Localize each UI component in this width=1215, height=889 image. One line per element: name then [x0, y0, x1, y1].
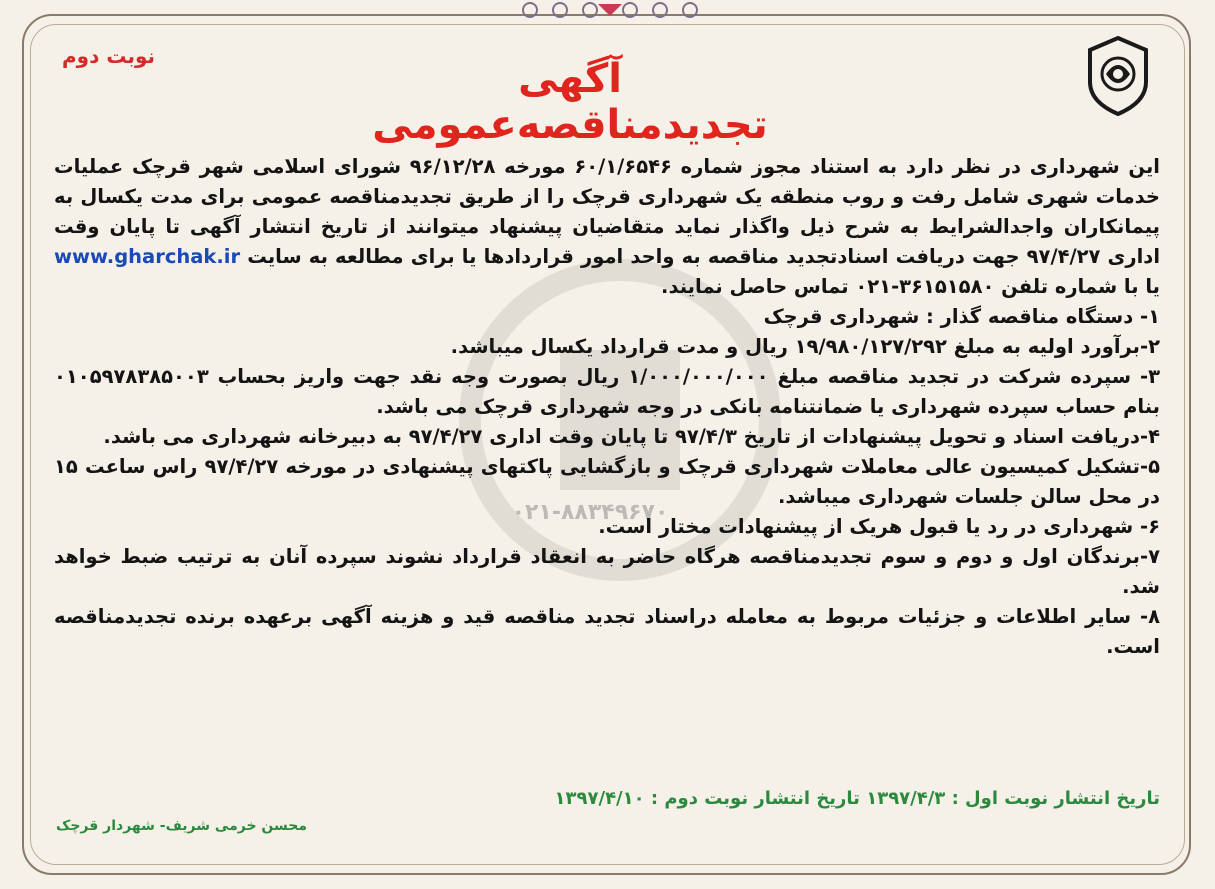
item-7: ۷-برندگان اول و دوم و سوم تجدیدمناقصه هرگاه حاضر به انعقاد قرارداد نشوند سپرده آنان به ترتیب ضبط خواهد شد.	[54, 545, 1160, 598]
item-4: ۴-دریافت اسناد و تحویل پیشنهادات از تاریخ ۹۷/۴/۳ تا پایان وقت اداری ۹۷/۴/۲۷ به دبیرخانه شهرداری می باشد.	[103, 425, 1160, 448]
item-8: ۸- سایر اطلاعات و جزئیات مربوط به معامله دراسناد تجدید مناقصه قید و هزینه آگهی برعهده برنده تجدیدمناقصه است.	[54, 605, 1160, 658]
item-2: ۲-برآورد اولیه به مبلغ ۱۹/۹۸۰/۱۲۷/۲۹۲ ریال و مدت قرارداد یکسال میباشد.	[450, 335, 1160, 358]
item-1: ۱- دستگاه مناقصه گذار : شهرداری قرچک	[763, 305, 1160, 328]
item-5: ۵-تشکیل کمیسیون عالی معاملات شهرداری قرچک و بازگشایی پاکتهای پیشنهادی در مورخه ۹۷/۴/۲۷ راس ساعت ۱۵ در محل سالن جلسات شهرداری میباشد.	[54, 455, 1160, 508]
item-6: ۶- شهرداری در رد یا قبول هریک از پیشنهادات مختار است.	[598, 515, 1160, 538]
publication-dates: تاریخ انتشار نوبت اول : ۱۳۹۷/۴/۳ تاریخ انتشار نوبت دوم : ۱۳۹۷/۴/۱۰	[554, 788, 1160, 809]
item-3: ۳- سپرده شرکت در تجدید مناقصه مبلغ ۱/۰۰۰/۰۰۰/۰۰۰ ریال بصورت وجه نقد جهت واریز بحساب ۰۱۰۵۹۷۸۳۸۵۰۰۳ بنام حساب سپرده شهرداری یا ضمانتنامه بانکی در وجه شهرداری قرچک می باشد.	[54, 365, 1160, 418]
watermark-phone: ۰۲۱-۸۸۳۴۹۶۷۰	[511, 500, 669, 525]
publication-round-label: نوبت دوم	[62, 44, 156, 68]
notice-title: آگهی تجدیدمناقصه‌عمومی	[372, 56, 768, 148]
intro-paragraph: این شهرداری در نظر دارد به استناد مجوز شماره ۶۰/۱/۶۵۴۶ مورخه ۹۶/۱۲/۲۸ شورای اسلامی شهر قرچک عملیات خدمات شهری شامل رفت و روب منطقه یک شهرداری قرچک را از طریق تجدیدمناقصه عمومی برای مدت یکسال به پیمانکاران واجدالشرایط به شرح ذیل واگذار نماید متقاضیان پیشنهاد میتوانند از تاریخ انتشار آگهی تا پایان وقت اداری ۹۷/۴/۲۷ جهت دریافت اسنادتجدید مناقصه به واحد امور قراردادها یا برای مطالعه به سایت www.gharchak.ir یا با شماره تلفن ۳۶۱۵۱۵۸۰-۰۲۱ تماس حاصل نمایند.	[54, 155, 1161, 298]
signature: محسن خرمی شریف- شهردار قرچک	[56, 818, 308, 834]
website-link[interactable]: www.gharchak.ir	[54, 245, 241, 268]
top-ornament-icon	[470, 0, 750, 22]
notice-body	[54, 152, 1160, 662]
municipality-emblem-icon	[1086, 36, 1150, 116]
